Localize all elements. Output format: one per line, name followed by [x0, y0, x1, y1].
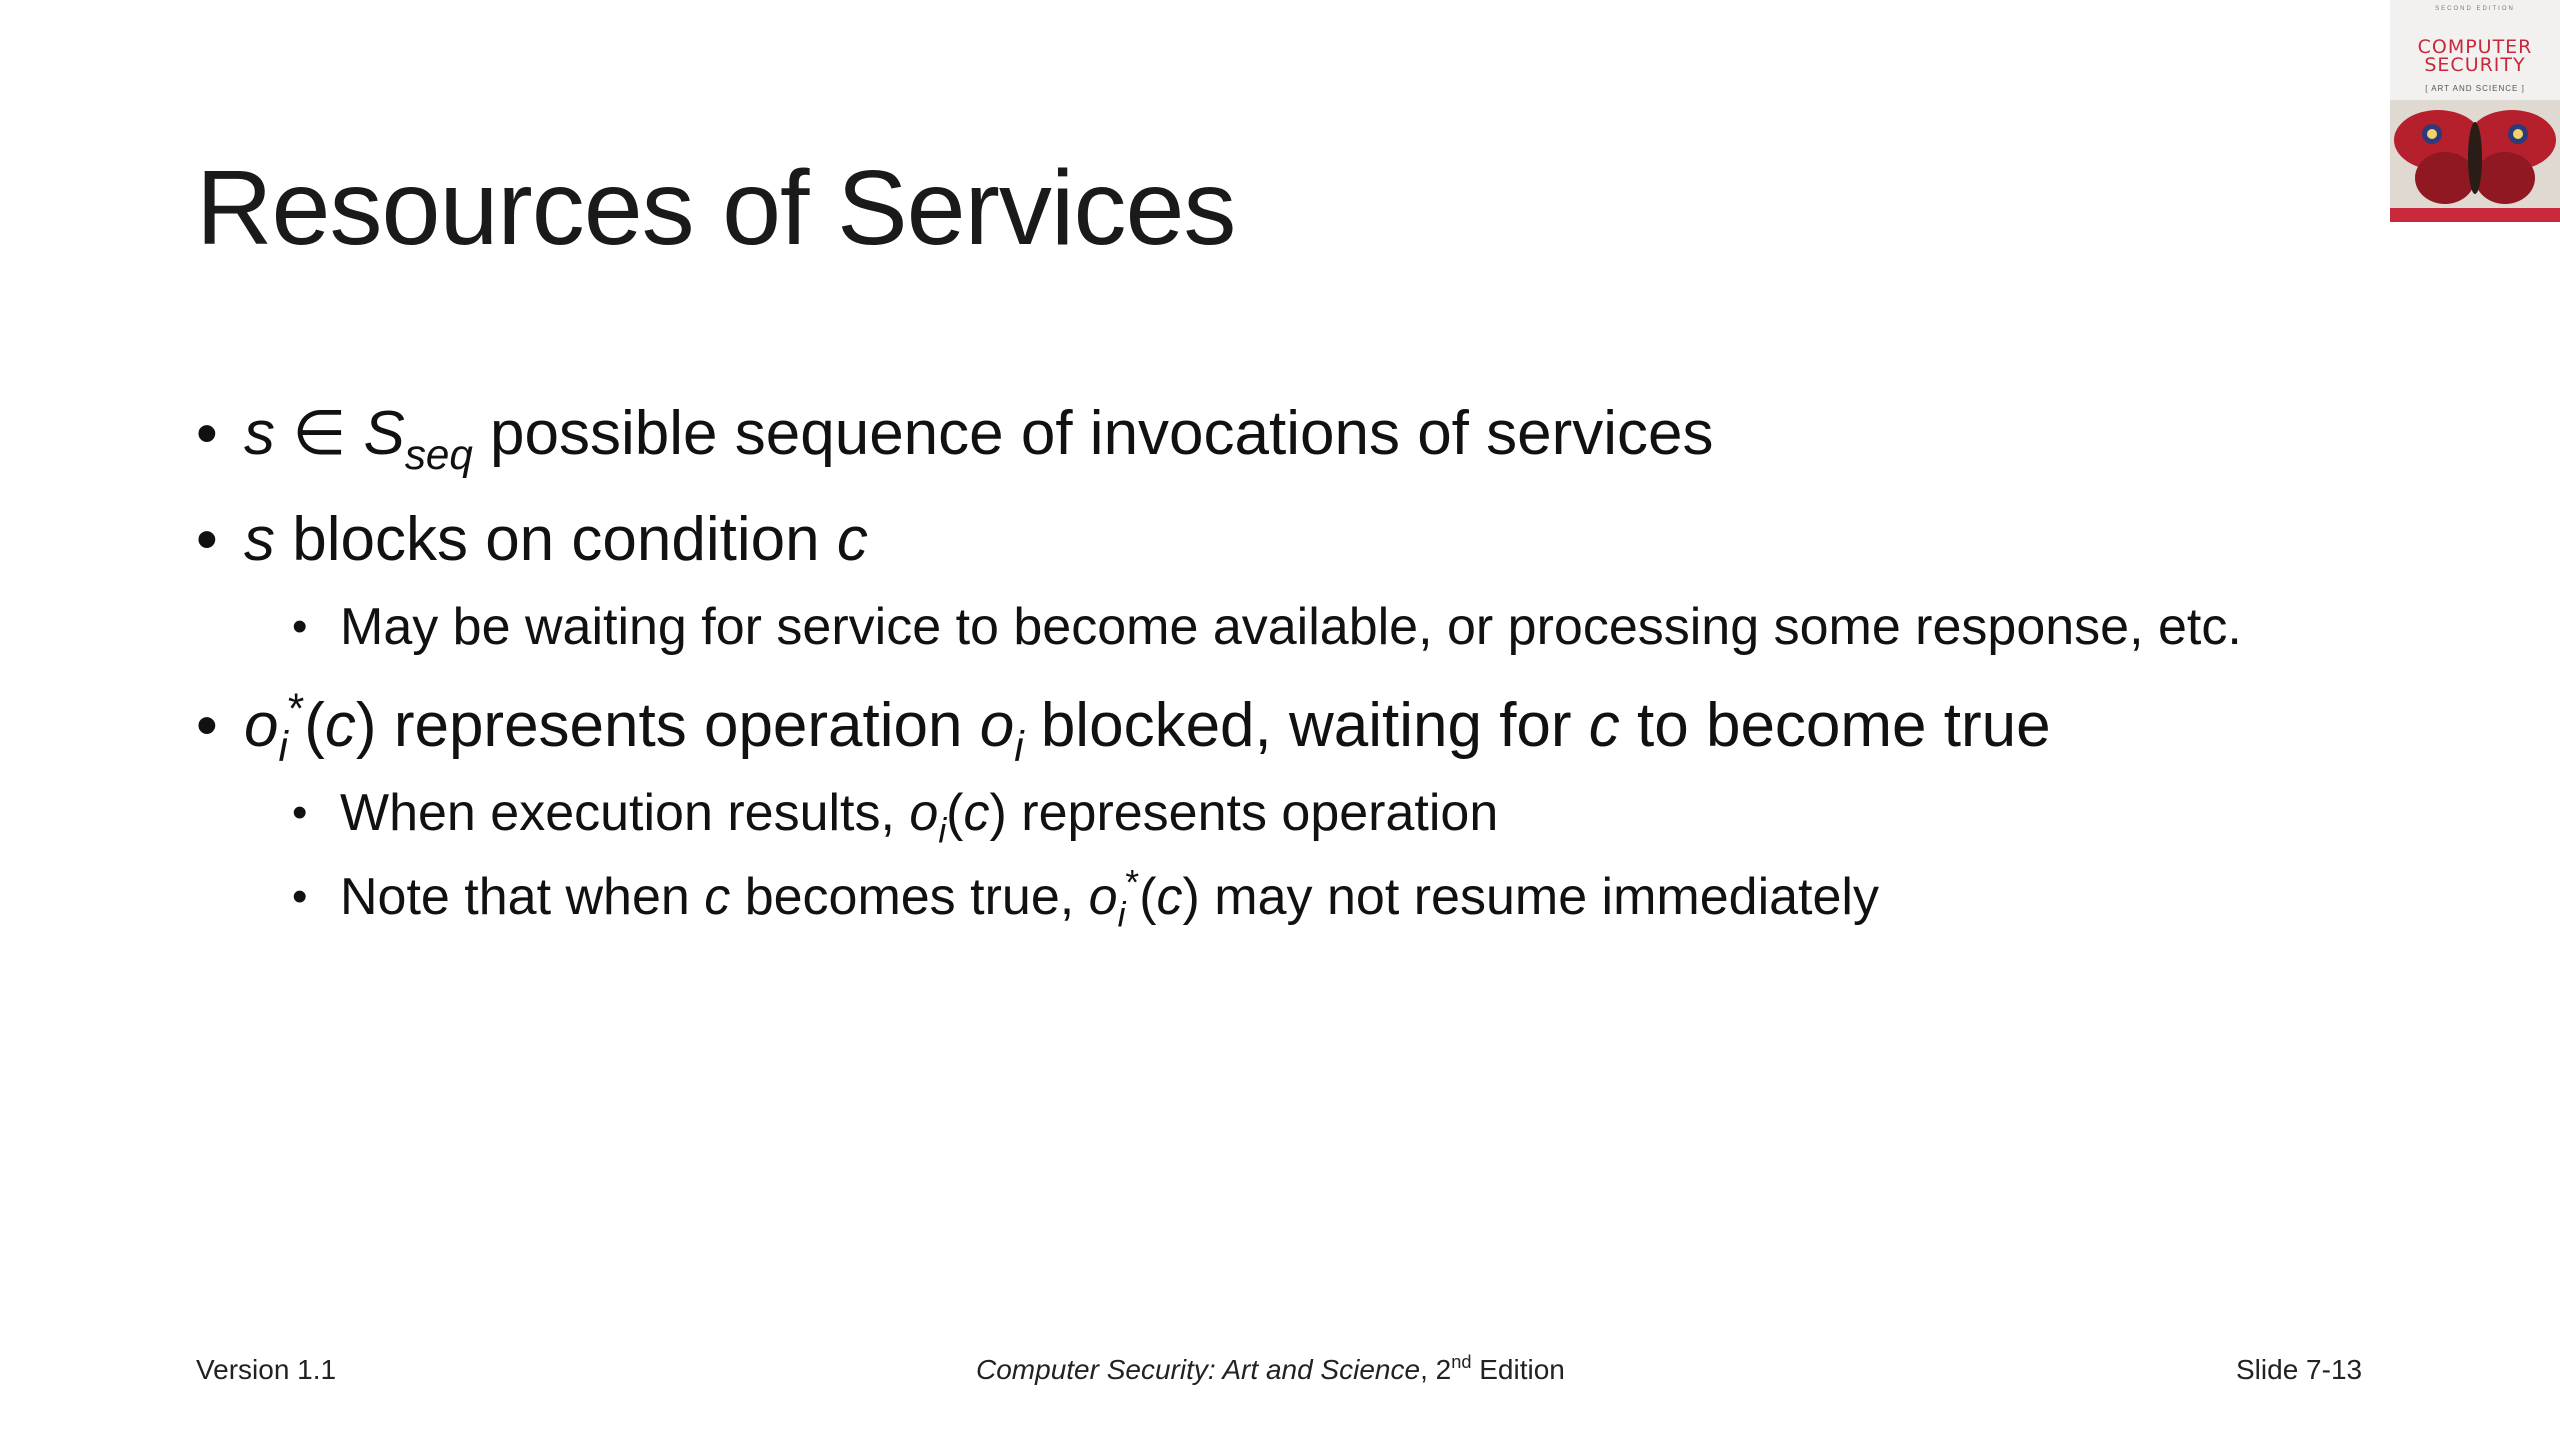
paren-close: ): [1182, 868, 1200, 926]
book-cover-thumbnail: [2390, 0, 2560, 222]
sub-text-1: When execution results,: [340, 784, 895, 842]
bullet-text: possible sequence of invocations of services: [490, 399, 1714, 468]
set-subscript: seq: [404, 430, 473, 478]
footer-edition-sep: , 2: [1420, 1354, 1452, 1385]
bullet-marker: •: [196, 505, 218, 574]
sub-text-2: represents operation: [1021, 784, 1499, 842]
op-superscript: *: [287, 684, 305, 732]
op-superscript: *: [1125, 863, 1140, 903]
footer-book-title: Computer Security: Art and Science: [976, 1354, 1421, 1385]
footer-slide-number: Slide 7-13: [2236, 1354, 2363, 1385]
sub-text-3: may not resume immediately: [1214, 868, 1879, 926]
set-S: S: [363, 399, 405, 468]
var-c: c: [324, 691, 356, 760]
footer-edition-word: Edition: [1479, 1354, 1565, 1385]
paren-close: ): [989, 784, 1007, 842]
bullet-blocks: [196, 494, 2396, 586]
bullet-marker: •: [292, 872, 308, 921]
sub-bullet-resume: [292, 862, 2396, 935]
paren-open: (: [946, 784, 964, 842]
op-subscript: i: [278, 722, 288, 770]
element-of-symbol: ∈: [292, 399, 347, 468]
bullet-marker: •: [196, 399, 218, 468]
paren-open: (: [304, 691, 325, 760]
var-c-2: c: [1588, 691, 1620, 760]
sub-bullet-text: May be waiting for service to become available, or processing some response, etc.: [340, 598, 2242, 656]
slide-body: [196, 388, 2396, 935]
cover-subtitle: [ ART AND SCIENCE ]: [2425, 84, 2525, 93]
var-s: s: [244, 399, 275, 468]
paren-open: (: [1139, 868, 1157, 926]
var-s: s: [244, 505, 275, 574]
bullet-marker: •: [292, 602, 308, 651]
butterfly-image: [2390, 100, 2560, 222]
op-subscript: i: [1117, 895, 1126, 935]
op2-subscript: i: [1014, 722, 1024, 770]
sub-text-2: becomes true,: [744, 868, 1075, 926]
cover-title-line1: COMPUTER: [2417, 36, 2533, 58]
op-subscript: i: [938, 811, 947, 851]
cover-edition: SECOND EDITION: [2435, 6, 2515, 12]
bullet-operation: [196, 680, 2396, 772]
cover-title: [2390, 38, 2560, 74]
bullet-text-2: blocked, waiting for: [1040, 691, 1572, 760]
op-o: o: [1088, 868, 1118, 926]
footer-version: Version 1.1: [196, 1354, 337, 1385]
bullet-marker: •: [196, 691, 218, 760]
paren-close: ): [355, 691, 377, 760]
footer-edition-sup: nd: [1451, 1352, 1472, 1373]
var-c: c: [963, 784, 990, 842]
slide-title: Resources of Services: [196, 149, 1236, 267]
footer-book: [976, 1354, 1565, 1386]
op-o: o: [244, 691, 279, 760]
var-c: c: [836, 505, 868, 574]
sub-text-1: Note that when: [340, 868, 690, 926]
sub-bullet-waiting: [292, 592, 2396, 662]
bullet-text: blocks on condition: [292, 505, 820, 574]
bullet-marker: •: [292, 788, 308, 837]
var-c-2: c: [1156, 868, 1183, 926]
sub-bullet-execution: [292, 778, 2396, 851]
bullet-text-3: to become true: [1637, 691, 2051, 760]
bullet-text-1: represents operation: [393, 691, 963, 760]
var-c: c: [704, 868, 731, 926]
op-o-2: o: [979, 691, 1015, 760]
op-o: o: [909, 784, 939, 842]
cover-title-line2: SECURITY: [2424, 54, 2526, 76]
bullet-sequence: [196, 388, 2396, 480]
